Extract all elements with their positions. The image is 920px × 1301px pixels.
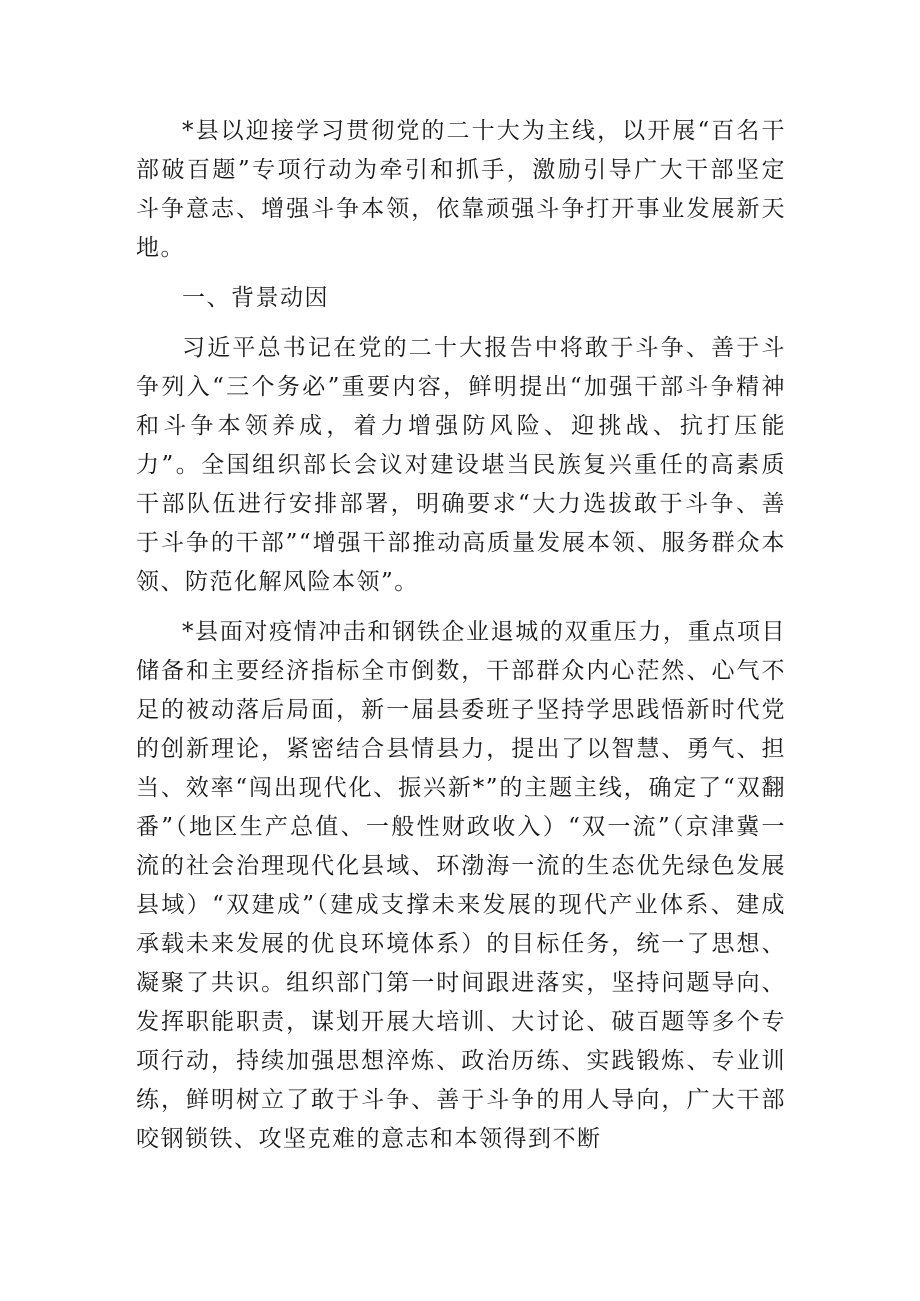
intro-paragraph: *县以迎接学习贯彻党的二十大为主线，以开展“百名干部破百题”专项行动为牵引和抓手，激励引导广大干部坚定斗争意志、增强斗争本领，依靠顽强斗争打开事业发展新天地。 — [136, 118, 786, 261]
section-heading: 一、背景动因 — [182, 285, 329, 311]
background-paragraph: 习近平总书记在党的二十大报告中将敢于斗争、善于斗争列入“三个务必”重要内容，鲜明提出“加强干部斗争精神和斗争本领养成，着力增强防风险、迎挑战、抗打压能力”。全国组织部长会议对建设堪当民族复兴重任的高素质干部队伍进行安排部署，明确要求“大力选拔敢于斗争、善于斗争的干部”“增强干部推动高质量发展本领、服务群众本领、防范化解风险本领”。 — [136, 335, 786, 595]
document-body — [136, 112, 786, 1170]
county-situation-paragraph: *县面对疫情冲击和钢铁企业退城的双重压力，重点项目储备和主要经济指标全市倒数，干部群众内心茫然、心气不足的被动落后局面，新一届县委班子坚持学思践悟新时代党的创新理论，紧密结合县情县力，提出了以智慧、勇气、担当、效率“闯出现代化、振兴新*”的主题主线，确定了“双翻番”（地区生产总值、一般性财政收入）“双一流”（京津冀一流的社会治理现代化县域、环渤海一流的生态优先绿色发展县域）“双建成”（建成支撑未来发展的现代产业体系、建成承载未来发展的优良环境体系）的目标任务，统一了思想、凝聚了共识。组织部门第一时间跟进落实，坚持问题导向、发挥职能职责，谋划开展大培训、大讨论、破百题等多个专项行动，持续加强思想淬炼、政治历练、实践锻炼、专业训练，鲜明树立了敢于斗争、善于斗争的用人导向，广大干部咬钢锁铁、攻坚克难的意志和本领得到不断 — [136, 619, 786, 1152]
